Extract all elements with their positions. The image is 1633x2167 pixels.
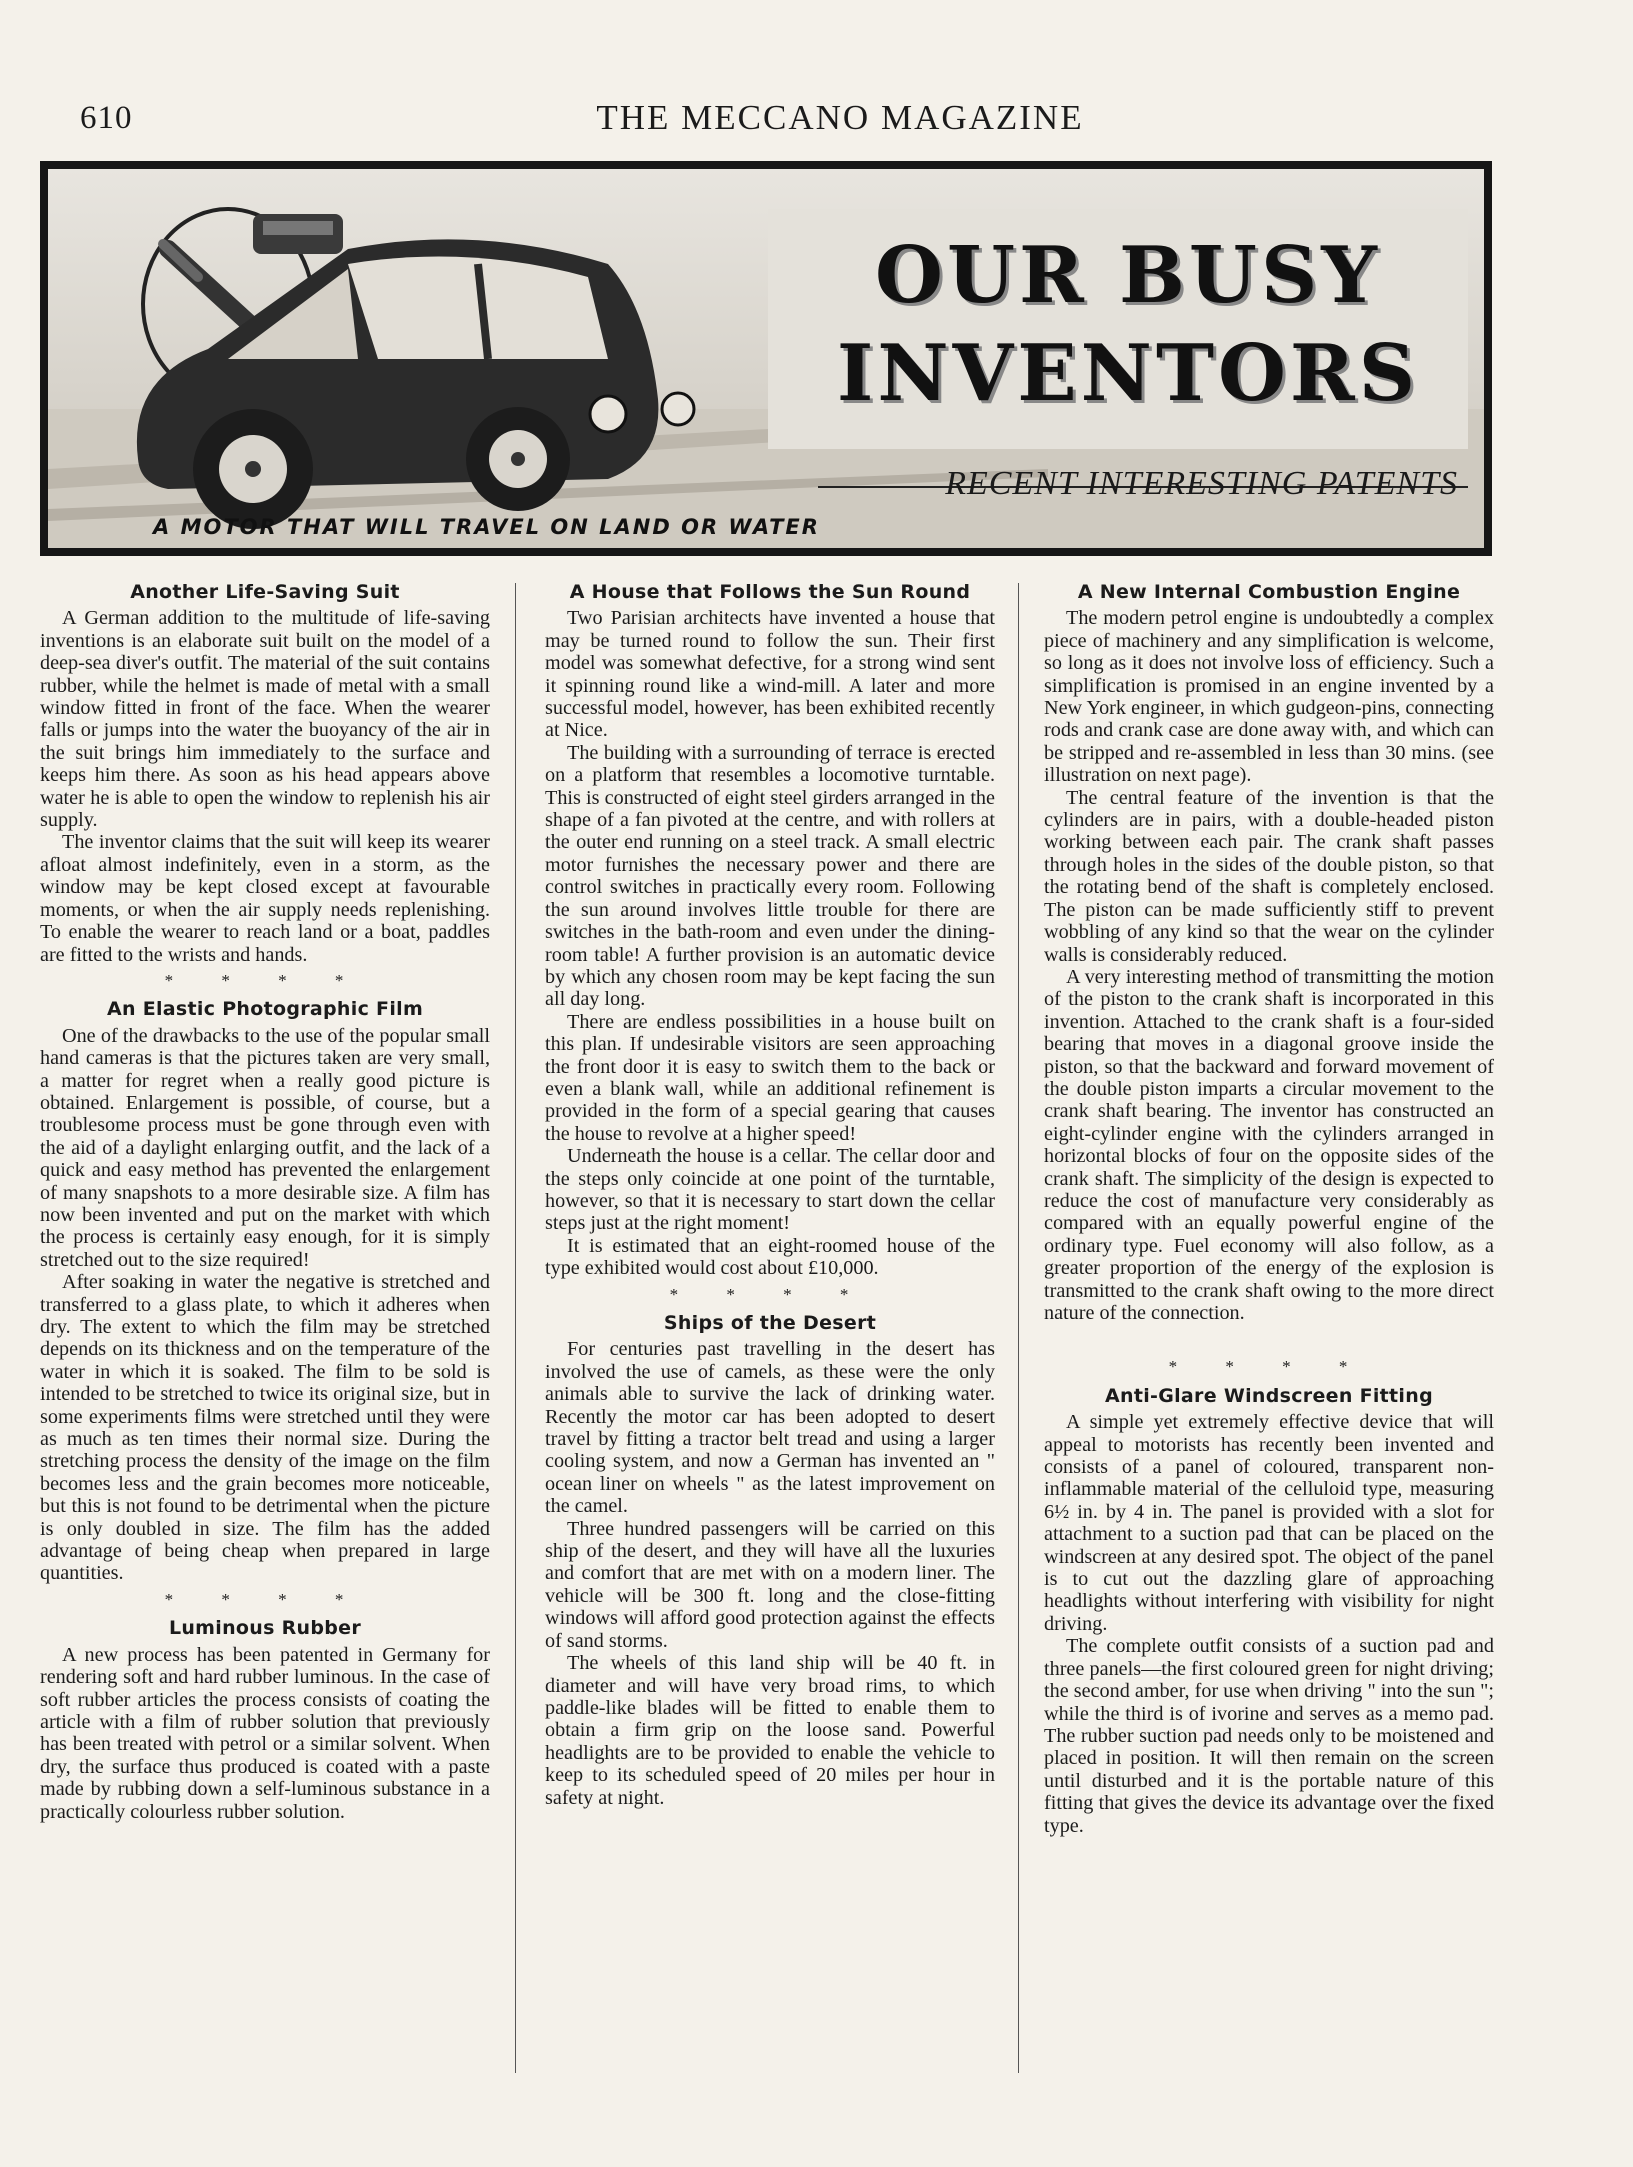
column-middle: [545, 575, 995, 1809]
magazine-title: THE MECCANO MAGAZINE: [596, 98, 1084, 137]
article-paragraph: The wheels of this land ship will be 40 ft. in diameter and will have very broad rims, to which paddle-like blades will be fitted to enable them to obtain a firm grip on the loose sand. Powerful headlights are to be provided to enable the vehicle to keep to its scheduled speed of 20 miles per hour in safety at night.: [545, 1652, 995, 1809]
article-paragraph: There are endless possibilities in a house built on this plan. If undesirable visitors are seen approaching the front door it is easy to switch them to the back or even a blank wall, while an additional refinement is provided in the form of a special gearing that causes the house to revolve at a higher speed!: [545, 1010, 995, 1145]
article-paragraph: Underneath the house is a cellar. The cellar door and the steps only coincide at one point of the turntable, however, so that it is necessary to start down the cellar steps just at the right moment!: [545, 1145, 995, 1235]
banner-title-line-2: INVENTORS: [836, 328, 1420, 419]
article-paragraph: A German addition to the multitude of life-saving inventions is an elaborate suit built on the model of a deep-sea diver's outfit. The material of the suit contains rubber, while the helmet is made of metal with a small window fitted in front of the face. When the wearer falls or jumps into the water the buoyancy of the air in the suit brings him immediately to the surface and keeps him there. As soon as his head appears above water he is able to open the window to replenish his air supply.: [40, 607, 490, 832]
article-columns: [40, 575, 1500, 2115]
section-separator: * * * *: [164, 1589, 366, 1609]
article-paragraph: The building with a surrounding of terrace is erected on a platform that resembles a locomotive turntable. This is constructed of eight steel girders arranged in the shape of a fan pivoted at the centre, and with rollers at the outer end running on a steel track. A small electric motor furnishes the necessary power and there are control switches in practically every room. Following the sun around involves little trouble for there are switches in the bath-room and even under the dining-room table! A further provision is an automatic device by which any chosen room may be kept facing the sun all day long.: [545, 741, 995, 1011]
article-paragraph: The inventor claims that the suit will keep its wearer afloat almost indefinitely, even in a storm, as the window may be kept closed except at favourable moments, or when the air supply needs replenishing. To enable the wearer to reach land or a boat, paddles are fitted to the wrists and hands.: [40, 831, 490, 966]
banner-title: [788, 227, 1468, 423]
article-paragraph: One of the drawbacks to the use of the popular small hand cameras is that the pictures taken are very small, a matter for regret when a really good picture is obtained. Enlargement is possible, of course, but a troublesome process must be gone through even with the aid of a daylight enlarging outfit, and the lack of a quick and easy method has prevented the enlargement of many snapshots to a more desirable size. A film has now been invented and put on the market with which the process is certainly easy enough, for it is simply stretched out to the size required!: [40, 1024, 490, 1271]
header-banner: [40, 161, 1492, 556]
article-title: A New Internal Combustion Engine: [1077, 581, 1461, 603]
article-paragraph: A new process has been patented in Germany for rendering soft and hard rubber luminous. In the case of soft rubber articles the process consists of coating the article with a film of rubber solution that previously has been treated with petrol or a similar solvent. When dry, the surface thus produced is coated with a paste made by rubbing down a self-luminous substance in a practically colourless rubber solution.: [40, 1643, 490, 1823]
column-left: [40, 575, 490, 1823]
section-separator: * * * *: [1168, 1357, 1370, 1377]
banner-title-line-1: OUR BUSY: [875, 230, 1381, 321]
column-right: [1044, 575, 1494, 1837]
article-paragraph: The central feature of the invention is that the cylinders are in pairs, with a double-headed piston working between each pair. The crank shaft passes through holes in the sides of the double piston, so that the rotating bend of the shaft is completely enclosed. The piston can be made sufficiently stiff to prevent wobbling of any kind so that the wear on the cylinder walls is considerably reduced.: [1044, 786, 1494, 966]
page-number: 610: [80, 100, 133, 136]
section-separator: * * * *: [669, 1284, 871, 1304]
section-separator: * * * *: [164, 970, 366, 990]
article-paragraph: After soaking in water the negative is stretched and transferred to a glass plate, to which it adheres when dry. The extent to which the film may be stretched depends on its thickness and on the temperature of the water in which it is soaked. The film to be sold is intended to be stretched to twice its original size, but in some experiments films were stretched until they were as much as ten times their normal size. During the stretching process the density of the image on the film becomes less and the grain becomes more noticeable, but this is not found to be detrimental when the picture is only doubled in size. The film has the added advantage of being cheap when prepared in large quantities.: [40, 1271, 490, 1585]
article-paragraph: It is estimated that an eight-roomed house of the type exhibited would cost about £10,000.: [545, 1234, 995, 1280]
page-header: [40, 96, 1600, 146]
article-title: Another Life-Saving Suit: [130, 581, 400, 603]
column-divider: [515, 583, 516, 2073]
article-title: An Elastic Photographic Film: [106, 998, 424, 1021]
article-paragraph: A simple yet extremely effective device that will appeal to motorists has recently been invented and consists of a panel of coloured, transparent non-inflammable material of the celluloid type, measuring 6½ in. by 4 in. The panel is provided with a slot for attachment to a suction pad that can be placed on the windscreen at any desired spot. The object of the panel is to cut out the dazzling glare of approaching headlights without interfering with visibility for night driving.: [1044, 1411, 1494, 1635]
article-title: A House that Follows the Sun Round: [569, 581, 971, 603]
article-paragraph: Two Parisian architects have invented a house that may be turned round to follow the sun. Their first model was somewhat defective, for a strong wind sent it spinning round like a wind-mill. A later and more successful model, however, has been exhibited recently at Nice.: [545, 607, 995, 742]
article-paragraph: A very interesting method of transmitting the motion of the piston to the crank shaft is incorporated in this invention. Attached to the crank shaft is a four-sided bearing that moves in a diagonal groove inside the piston, so that the backward and forward movement of the double piston imparts a circular movement to the crank shaft bearing. The inventor has constructed an eight-cylinder engine with the cylinders arranged in horizontal blocks of four on the opposite sides of the crank shaft. The simplicity of the design is expected to reduce the cost of manufacture very considerably as compared with an equally powerful engine of the ordinary type. Fuel economy will also follow, as a greater proportion of the energy of the explosion is transmitted to the crank shaft owing to the more direct nature of the connection.: [1044, 965, 1494, 1324]
article-paragraph: The complete outfit consists of a suction pad and three panels—the first coloured green for night driving; the second amber, for use when driving " into the sun "; while the third is of ivorine and serves as a memo pad. The rubber suction pad needs only to be moistened and placed in position. It will then remain on the screen until disturbed and it is the portable nature of this fitting that gives the device its advantage over the fixed type.: [1044, 1635, 1494, 1837]
column-divider: [1018, 583, 1019, 2073]
article-title: Ships of the Desert: [663, 1312, 877, 1334]
banner-caption: A MOTOR THAT WILL TRAVEL ON LAND OR WATER: [153, 515, 820, 539]
article-paragraph: For centuries past travelling in the desert has involved the use of camels, as these were the only animals able to survive the lack of drinking water. Recently the motor car has been adopted to desert travel by fitting a tractor belt tread and using a larger cooling system, and now a German has invented an " ocean liner on wheels " as the latest improvement on the camel.: [545, 1338, 995, 1518]
spacer: [1044, 1324, 1494, 1352]
article-paragraph: The modern petrol engine is undoubtedly a complex piece of machinery and any simplification is welcome, so long as it does not involve loss of efficiency. Such a simplification is promised in an engine invented by a New York engineer, in which gudgeon-pins, connecting rods and crank case are done away with, and which can be stripped and re-assembled in less than 30 mins. (see illustration on next page).: [1044, 607, 1494, 787]
article-paragraph: Three hundred passengers will be carried on this ship of the desert, and they will have all the luxuries and comfort that are met with on a modern liner. The vehicle will be 300 ft. long and the close-fitting windows will afford good protection against the effects of sand storms.: [545, 1517, 995, 1652]
banner-subtitle: RECENT INTERESTING PATENTS: [945, 465, 1458, 502]
article-title: Luminous Rubber: [168, 1617, 362, 1640]
article-title: Anti-Glare Windscreen Fitting: [1105, 1384, 1433, 1407]
